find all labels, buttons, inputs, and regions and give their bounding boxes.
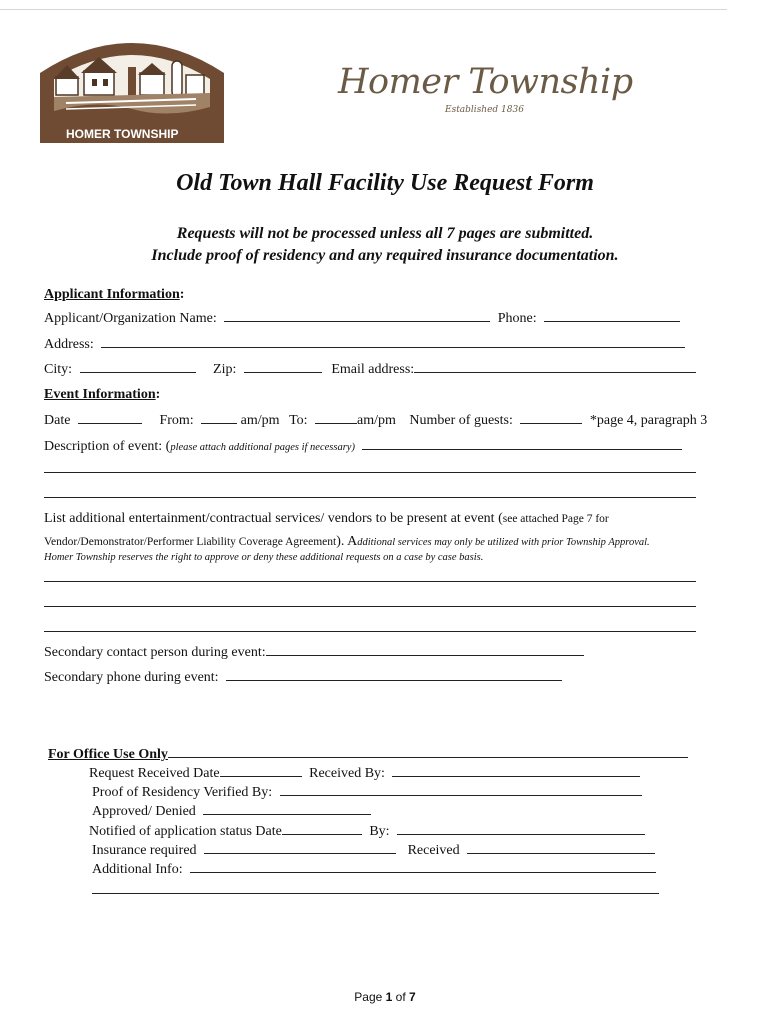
date-field[interactable] <box>78 412 142 424</box>
services-row <box>44 510 609 528</box>
to-label: To: <box>289 413 308 428</box>
from-label: From: <box>159 413 194 428</box>
zip-label: Zip: <box>213 362 237 377</box>
email-field[interactable] <box>414 361 696 373</box>
applicant-heading-colon: : <box>179 287 185 302</box>
event-time-row <box>44 412 707 430</box>
secondary-contact-field[interactable] <box>266 644 584 656</box>
brand-name: Homer Township <box>338 62 633 102</box>
ampm-to: am/pm <box>357 413 396 428</box>
by-label: By: <box>369 824 390 839</box>
address-row <box>44 336 685 354</box>
insurance-field[interactable] <box>204 842 396 854</box>
notified-date-field[interactable] <box>282 823 362 835</box>
request-received-label: Request Received Date <box>89 766 220 781</box>
services-label: List additional entertainment/contractual services/ vendors to be present at event ( <box>44 511 503 526</box>
email-label: Email address: <box>331 362 415 377</box>
secondary-phone-label: Secondary phone during event: <box>44 670 219 685</box>
proof-label: Proof of Residency Verified By: <box>92 785 273 800</box>
zip-field[interactable] <box>244 361 322 373</box>
additional-info-field[interactable] <box>190 861 656 873</box>
brand-established: Established 1836 <box>445 105 524 115</box>
logo-est-text: Est. 1836 <box>118 33 162 44</box>
applicant-heading-text: Applicant Information <box>44 287 180 302</box>
notice-pages: Requests will not be processed unless all 7 pages are submitted. <box>176 225 594 242</box>
insurance-received-field[interactable] <box>467 842 655 854</box>
office-heading <box>48 746 688 764</box>
secondary-phone-field[interactable] <box>226 669 562 681</box>
description-row <box>44 438 682 456</box>
applicant-heading <box>44 286 184 304</box>
office-heading-text: For Office Use Only <box>48 747 168 762</box>
homer-township-logo <box>36 27 228 143</box>
phone-field[interactable] <box>544 310 680 322</box>
footer-page-number: 1 <box>385 990 393 1004</box>
date-label: Date <box>44 413 71 428</box>
approved-row <box>92 803 371 821</box>
phone-label: Phone: <box>497 311 537 326</box>
logo-name-text: HOMER TOWNSHIP <box>66 127 179 141</box>
guests-note: *page 4, paragraph 3 <box>589 413 708 428</box>
org-name-field[interactable] <box>224 310 490 322</box>
city-row <box>44 361 696 379</box>
services-note-row <box>44 534 650 550</box>
approved-label: Approved/ Denied <box>92 804 196 819</box>
description-line-2[interactable] <box>44 497 696 498</box>
notice-proof: Include proof of residency and any required insurance documentation. <box>151 247 619 264</box>
event-heading <box>44 386 160 404</box>
secondary-phone-row <box>44 669 562 687</box>
footer-prefix: Page <box>354 990 386 1004</box>
office-heading-rule <box>168 746 688 758</box>
services-note-4: Homer Township reserves the right to approve or deny these additional requests on a case by case basis. <box>44 552 484 563</box>
org-name-label: Applicant/Organization Name: <box>44 311 217 326</box>
request-received-row <box>89 765 640 783</box>
to-field[interactable] <box>315 412 357 424</box>
received-by-label: Received By: <box>309 766 385 781</box>
services-line-2[interactable] <box>44 606 696 607</box>
description-field[interactable] <box>362 438 682 450</box>
approved-field[interactable] <box>203 803 371 815</box>
insurance-row <box>92 842 655 860</box>
secondary-contact-label: Secondary contact person during event: <box>44 645 266 660</box>
page-top-border <box>0 9 727 10</box>
additional-info-label: Additional Info: <box>92 862 183 877</box>
proof-field[interactable] <box>280 784 642 796</box>
received-by-field[interactable] <box>392 765 640 777</box>
notified-by-field[interactable] <box>397 823 645 835</box>
services-note-1: see attached Page 7 for <box>502 513 609 525</box>
logo-emblem-icon <box>36 27 228 143</box>
footer-total-pages: 7 <box>409 990 416 1004</box>
ampm-from: am/pm <box>240 413 280 428</box>
city-field[interactable] <box>80 361 196 373</box>
page-footer <box>0 990 770 1004</box>
from-field[interactable] <box>201 412 237 424</box>
description-note: please attach additional pages if necessary) <box>170 442 355 453</box>
city-label: City: <box>44 362 73 377</box>
insurance-label: Insurance required <box>92 843 197 858</box>
additional-info-line-2[interactable] <box>92 893 659 894</box>
services-note-2-end: ). A <box>336 534 358 549</box>
footer-of: of <box>392 990 410 1004</box>
additional-info-row <box>92 861 656 879</box>
guests-label: Number of guests: <box>409 413 513 428</box>
services-note-2: Vendor/Demonstrator/Performer Liability Coverage Agreement <box>44 536 337 548</box>
services-line-3[interactable] <box>44 631 696 632</box>
description-label: Description of event: ( <box>44 439 171 454</box>
notified-label: Notified of application status Date <box>89 824 282 839</box>
insurance-received-label: Received <box>407 843 460 858</box>
description-line-1[interactable] <box>44 472 696 473</box>
event-heading-colon: : <box>155 387 161 402</box>
address-field[interactable] <box>101 336 685 348</box>
request-received-field[interactable] <box>220 765 302 777</box>
services-line-1[interactable] <box>44 581 696 582</box>
address-label: Address: <box>44 337 94 352</box>
form-title: Old Town Hall Facility Use Request Form <box>176 170 594 196</box>
services-note-3: dditional services may only be utilized with prior Township Approval. <box>357 537 650 548</box>
secondary-contact-row <box>44 644 584 662</box>
org-name-row <box>44 310 680 328</box>
guests-field[interactable] <box>520 412 582 424</box>
notified-row <box>89 823 645 841</box>
proof-row <box>92 784 642 802</box>
event-heading-text: Event Information <box>44 387 156 402</box>
